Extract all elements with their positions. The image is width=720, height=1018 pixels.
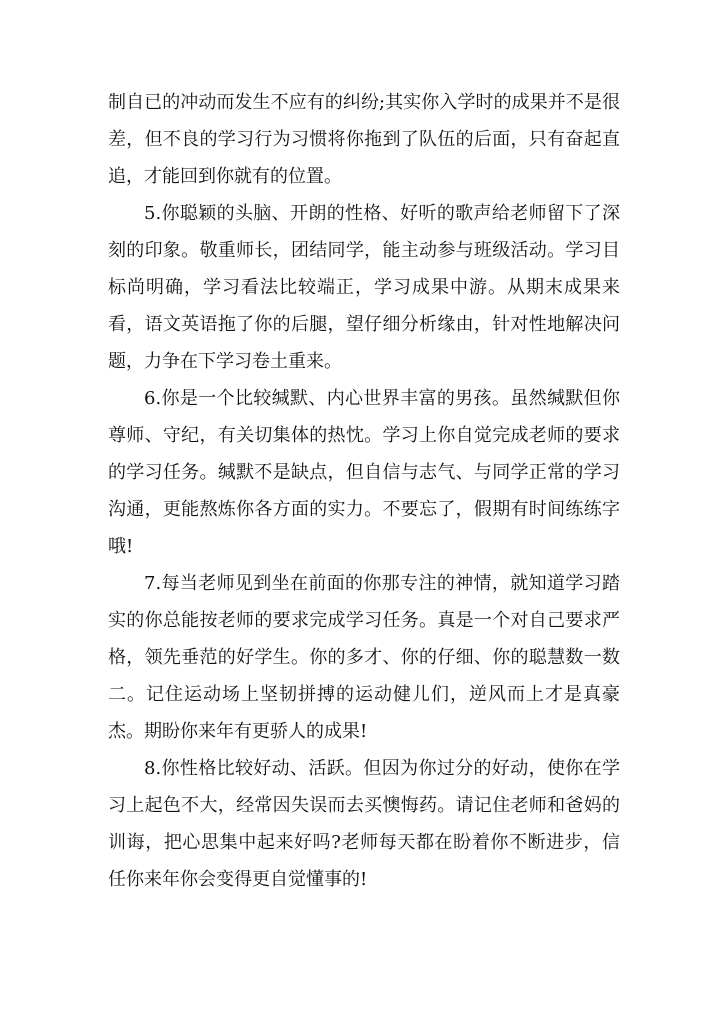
paragraph-item-7: 7.每当老师见到坐在前面的你那专注的神情，就知道学习踏实的你总能按老师的要求完成学习任务。真是一个对自己要求严格，领先垂范的好学生。你的多才、你的仔细、你的聪慧数一数二。记住运动场上坚韧拼搏的运动健儿们，逆风而上才是真豪杰。期盼你来年有更骄人的成果! xyxy=(108,573,620,742)
paragraph-item-5: 5.你聪颖的头脑、开朗的性格、好听的歌声给老师留下了深刻的印象。敬重师长，团结同学，能主动参与班级活动。学习目标尚明确，学习看法比较端正，学习成果中游。从期末成果来看，语文英语拖了你的后腿，望仔细分析缘由，针对性地解决问题，力争在下学习卷土重来。 xyxy=(108,203,620,372)
paragraph-continued: 制自已的冲动而发生不应有的纠纷;其实你入学时的成果并不是很差，但不良的学习行为习惯将你拖到了队伍的后面，只有奋起直追，才能回到你就有的位置。 xyxy=(108,92,620,187)
paragraph-item-8: 8.你性格比较好动、活跃。但因为你过分的好动，使你在学习上起色不大，经常因失误而去买懊悔药。请记住老师和爸妈的训诲，把心思集中起来好吗?老师每天都在盼着你不断进步，信任你来年你会变得更自觉懂事的! xyxy=(108,758,620,890)
document-body xyxy=(108,84,620,898)
paragraph-item-6: 6.你是一个比较缄默、内心世界丰富的男孩。虽然缄默但你尊师、守纪，有关切集体的热忱。学习上你自觉完成老师的要求的学习任务。缄默不是缺点，但自信与志气、与同学正常的学习沟通，更能熬炼你各方面的实力。不要忘了，假期有时间练练字哦! xyxy=(108,388,620,557)
